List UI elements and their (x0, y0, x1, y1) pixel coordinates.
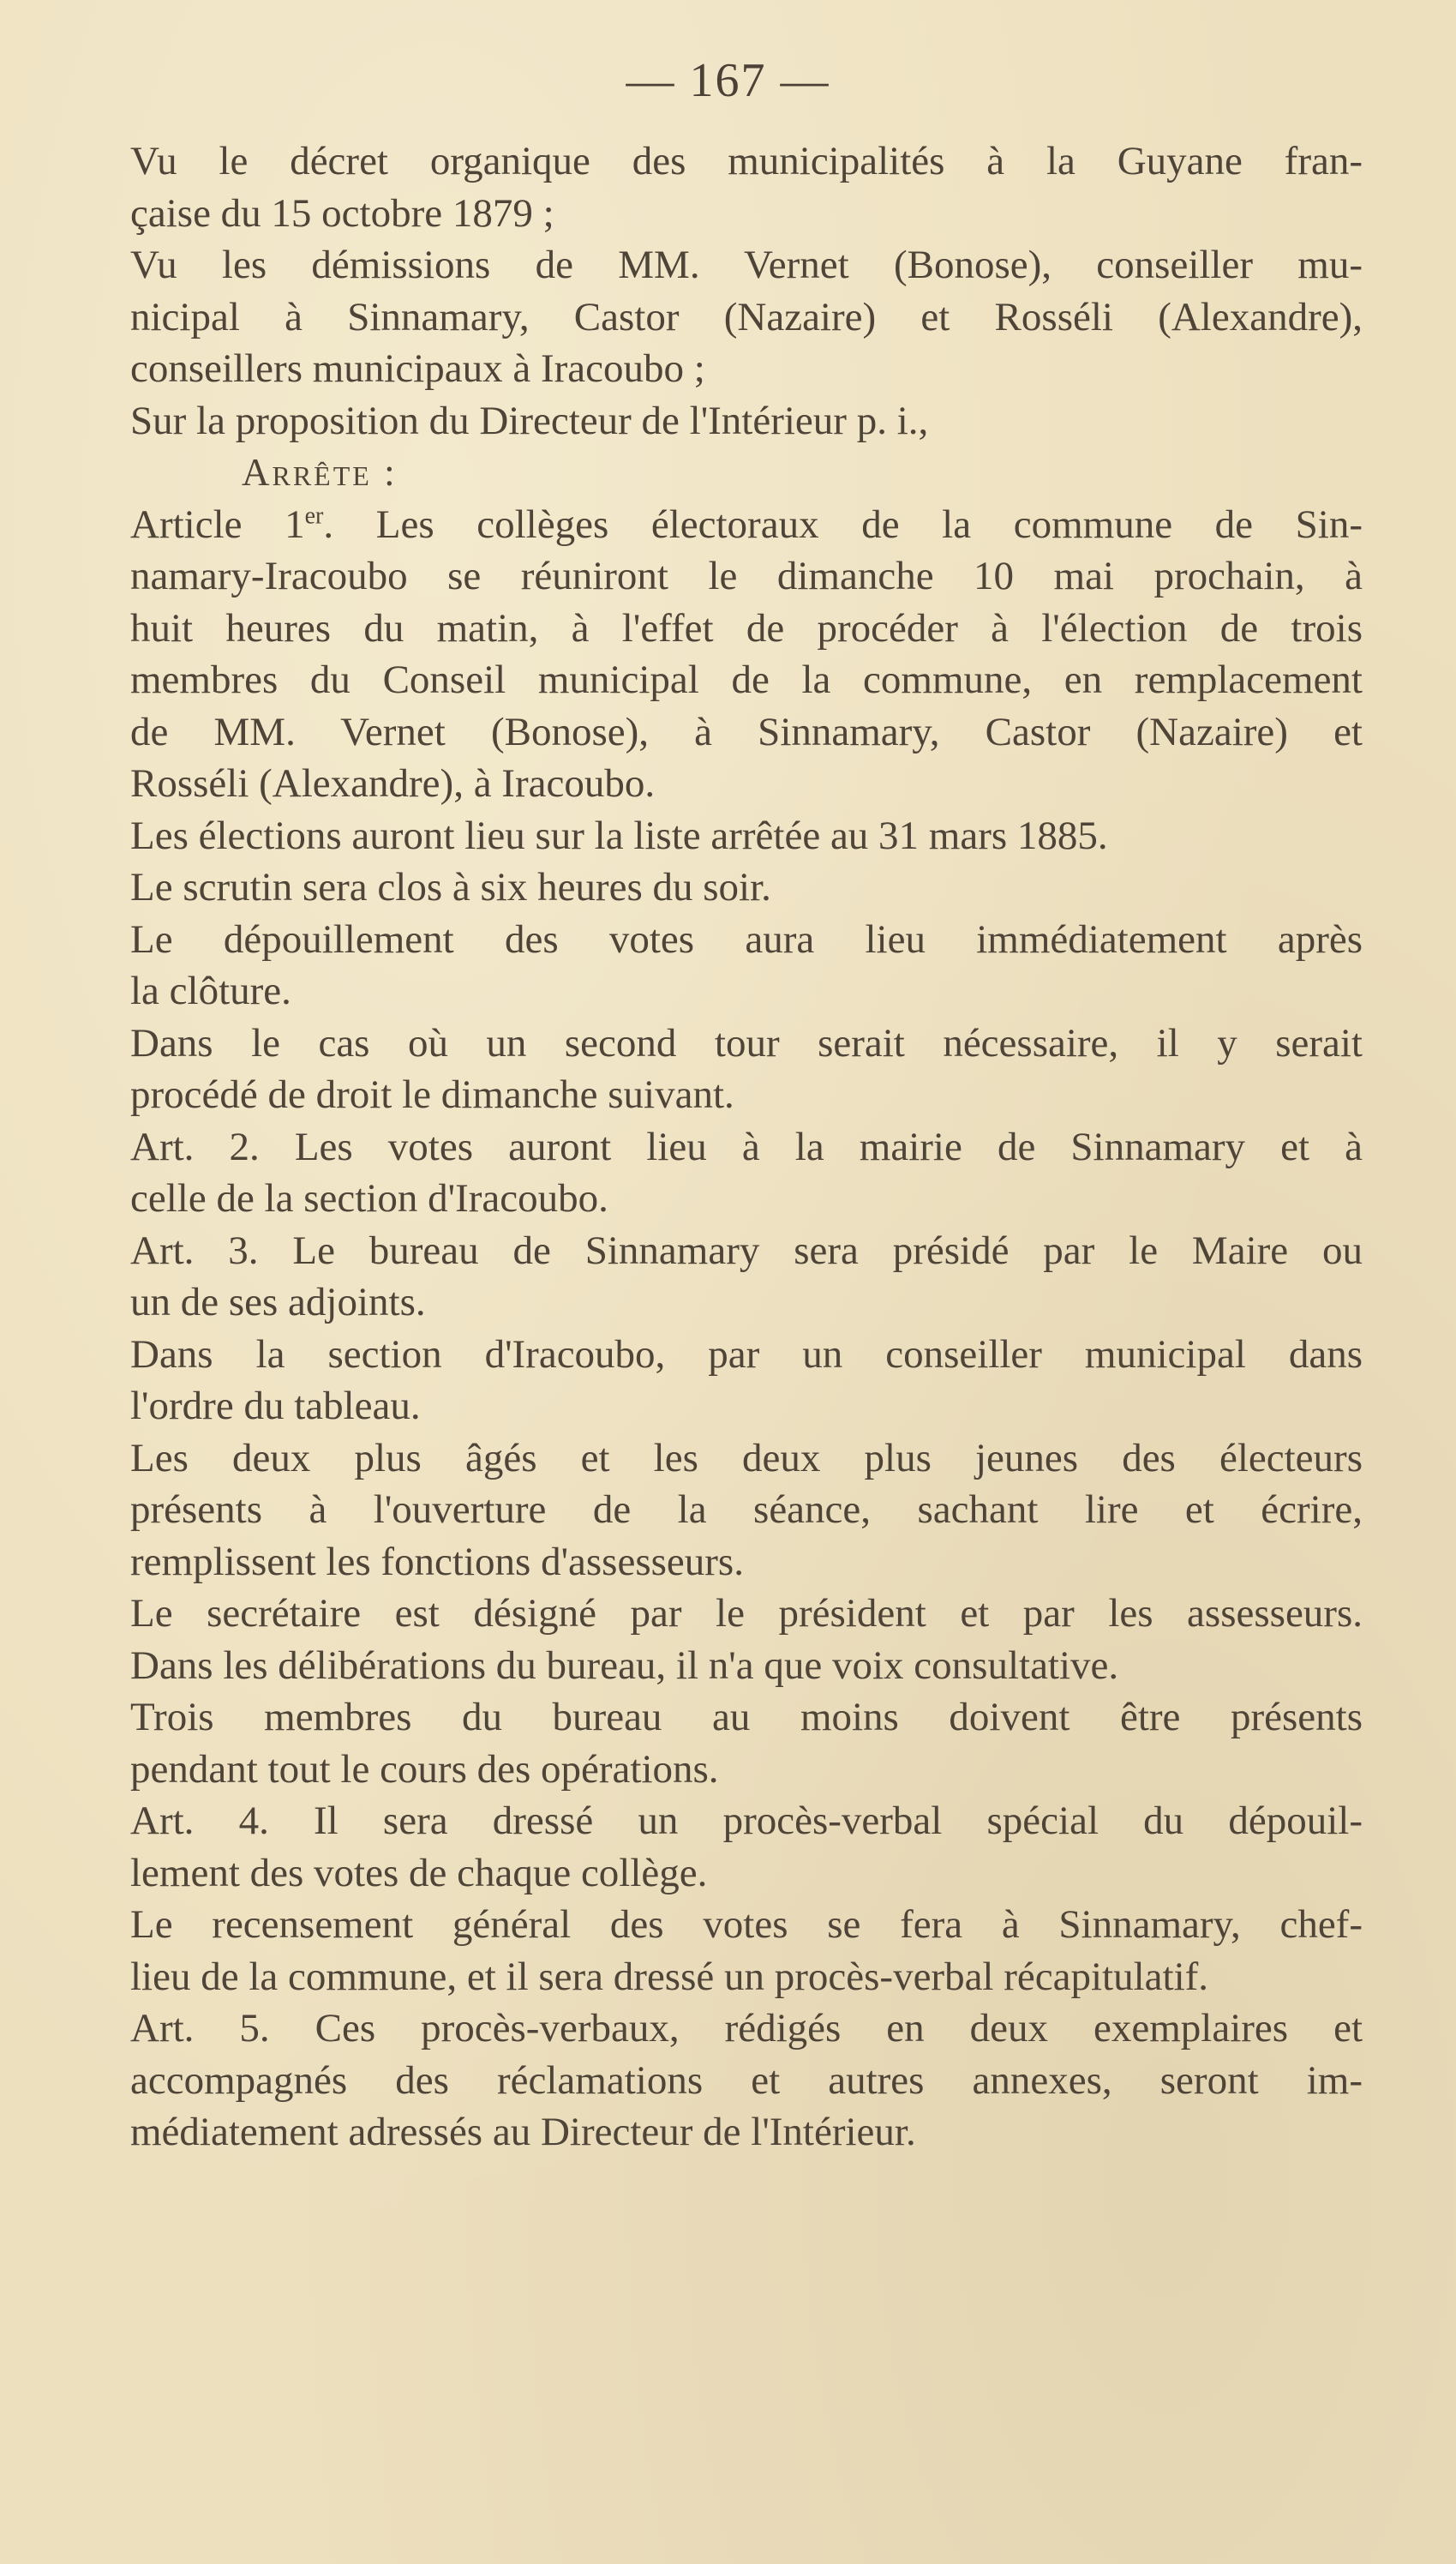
text-line: membres du Conseil municipal de la commune, en remplacement (130, 658, 1363, 702)
text-line: Trois membres du bureau au moins doivent être présents (130, 1695, 1363, 1739)
text-line: la clôture. (130, 969, 291, 1013)
text-line: procédé de droit le dimanche suivant. (130, 1072, 734, 1117)
text-line: namary-Iracoubo se réuniront le dimanche 10 mai prochain, à (130, 554, 1363, 598)
text-line: Les élections auront lieu sur la liste arrêtée au 31 mars 1885. (130, 813, 1108, 858)
decree-heading: Arrête : (242, 451, 398, 494)
text-line: Dans les délibérations du bureau, il n'a que voix consultative. (130, 1642, 1119, 1688)
text-line: remplissent les fonctions d'assesseurs. (130, 1539, 744, 1584)
text-line: Les deux plus âgés et les deux plus jeunes des électeurs (130, 1435, 1363, 1480)
paragraph (130, 1121, 1363, 1225)
paragraph (130, 395, 1363, 447)
paragraph (130, 1691, 1363, 1795)
text-line: lieu de la commune, et il sera dressé un procès-verbal récapitulatif. (130, 1954, 1209, 1999)
text-line: Art. 4. Il sera dressé un procès-verbal spécial du dépouil- (130, 1798, 1363, 1843)
text-line: un de ses adjoints. (130, 1280, 426, 1324)
text-block (130, 135, 1363, 2159)
text-line: nicipal à Sinnamary, Castor (Nazaire) et Rosséli (Alexandre), (130, 294, 1363, 339)
paragraph (130, 499, 1363, 810)
text-line: Le secrétaire est désigné par le président et par les assesseurs. (130, 1591, 1363, 1636)
text-line: médiatement adressés au Directeur de l'Intérieur. (130, 2110, 916, 2154)
paragraph (130, 1329, 1363, 1432)
text-line: Article 1er. Les collèges électoraux de la commune de Sin- (130, 501, 1363, 547)
text-line: Le recensement général des votes se fera à Sinnamary, chef- (130, 1902, 1363, 1947)
paragraph (130, 1795, 1363, 1899)
text-line: accompagnés des réclamations et autres annexes, seront im- (130, 2057, 1363, 2103)
text-line: Dans la section d'Iracoubo, par un conseiller municipal dans (130, 1331, 1363, 1377)
text-line: Art. 5. Ces procès-verbaux, rédigés en deux exemplaires et (130, 2006, 1363, 2051)
text-line: huit heures du matin, à l'effet de procéder à l'élection de trois (130, 605, 1363, 651)
paragraph (130, 862, 1363, 914)
text-line: lement des votes de chaque collège. (130, 1850, 708, 1895)
text-line: Rosséli (Alexandre), à Iracoubo. (130, 761, 656, 806)
text-line: conseillers municipaux à Iracoubo ; (130, 346, 705, 391)
text-line: Vu les démissions de MM. Vernet (Bonose), conseiller mu- (130, 243, 1363, 287)
text-line: Sur la proposition du Directeur de l'Intérieur p. i., (130, 398, 929, 443)
paragraph (130, 1018, 1363, 1121)
text-line: présents à l'ouverture de la séance, sachant lire et écrire, (130, 1487, 1363, 1532)
paragraph (130, 239, 1363, 395)
text-line: Art. 3. Le bureau de Sinnamary sera présidé par le Maire ou (130, 1228, 1363, 1273)
text-line: l'ordre du tableau. (130, 1384, 421, 1428)
paragraph (130, 914, 1363, 1018)
page-number: — 167 — (626, 54, 830, 107)
paragraph (130, 810, 1363, 862)
text-line: Le scrutin sera clos à six heures du soir. (130, 865, 771, 910)
paragraph (130, 1899, 1363, 2003)
paragraph (130, 2003, 1363, 2159)
text-line: çaise du 15 octobre 1879 ; (130, 190, 554, 236)
ordinal-superscript: er (304, 501, 324, 529)
paragraph (130, 135, 1363, 239)
text-line: pendant tout le cours des opérations. (130, 1746, 719, 1792)
text-line: Le dépouillement des votes aura lieu immédiatement après (130, 916, 1363, 962)
paragraph (130, 1432, 1363, 1588)
paragraph (130, 1588, 1363, 1691)
text-line: de MM. Vernet (Bonose), à Sinnamary, Castor (Nazaire) et (130, 709, 1363, 754)
text-line: Art. 2. Les votes auront lieu à la mairie de Sinnamary et à (130, 1124, 1363, 1169)
text-line: celle de la section d'Iracoubo. (130, 1176, 608, 1221)
text-line: Vu le décret organique des municipalités à la Guyane fran- (130, 139, 1363, 183)
paragraph (130, 1225, 1363, 1329)
text-line: Dans le cas où un second tour serait nécessaire, il y serait (130, 1020, 1363, 1066)
